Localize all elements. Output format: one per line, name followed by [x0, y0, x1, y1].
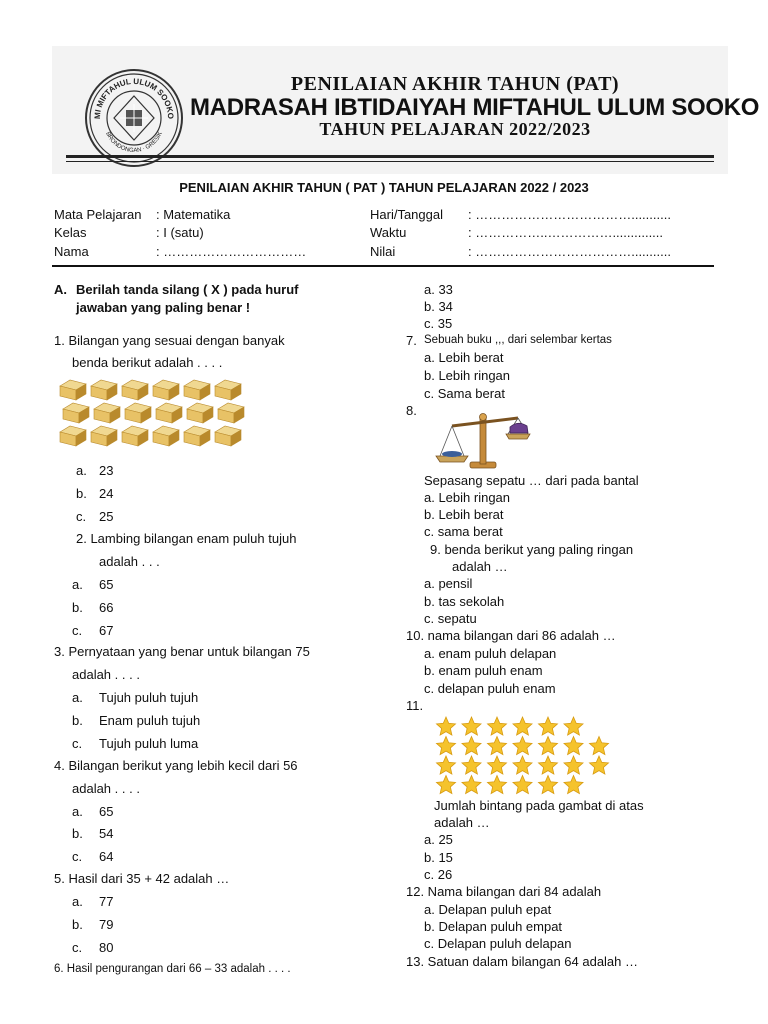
q4-opt-a[interactable]: 65 [99, 804, 114, 819]
q3-opt-b-letter[interactable]: b. [72, 713, 83, 728]
star-icon [590, 756, 609, 774]
cube-icon [94, 403, 120, 423]
q5-opt-c[interactable]: 80 [99, 940, 114, 955]
cube-icon [60, 426, 86, 446]
star-icon [513, 776, 532, 794]
star-icon [437, 717, 456, 735]
cube-icon [184, 380, 210, 400]
star-icon [539, 717, 558, 735]
q1-opt-a-letter[interactable]: a. [76, 463, 87, 478]
date-label: Hari/Tanggal [370, 207, 443, 222]
star-icon [488, 756, 507, 774]
q2-opt-a[interactable]: 65 [99, 577, 114, 592]
question-7-number: 7. [406, 333, 417, 348]
star-icon [539, 776, 558, 794]
q6-opt-b[interactable]: b. 34 [424, 299, 453, 314]
section-instruction-2: jawaban yang paling benar ! [76, 300, 251, 315]
cubes-illustration [56, 378, 256, 452]
subject-label: Mata Pelajaran [54, 207, 142, 222]
q3-opt-b[interactable]: Enam puluh tujuh [99, 713, 201, 728]
question-7: Sebuah buku ,,, dari selembar kertas [424, 334, 612, 346]
name-label: Nama [54, 244, 89, 259]
cube-icon [125, 403, 151, 423]
header-rule-thin [66, 161, 714, 162]
star-icon [488, 776, 507, 794]
q5-opt-c-letter[interactable]: c. [72, 940, 83, 955]
svg-text:BRONDONGAN · GRESIK: BRONDONGAN · GRESIK [104, 131, 164, 155]
q7-opt-b[interactable]: b. Lebih ringan [424, 368, 511, 383]
q9-opt-c[interactable]: c. sepatu [424, 611, 477, 626]
star-icon [513, 717, 532, 735]
star-icon [488, 737, 507, 755]
star-icon [488, 717, 507, 735]
star-icon [462, 737, 481, 755]
star-icon [539, 737, 558, 755]
date-field[interactable]: : ………………………………........... [468, 207, 671, 222]
score-field[interactable]: : ………………………………........... [468, 244, 671, 259]
q3-opt-a[interactable]: Tujuh puluh tujuh [99, 690, 199, 705]
star-icon [564, 717, 583, 735]
q4-opt-c-letter[interactable]: c. [72, 849, 83, 864]
q12-opt-c[interactable]: c. Delapan puluh delapan [424, 936, 572, 951]
question-1-cont: benda berikut adalah . . . . [72, 355, 223, 370]
cube-icon [215, 380, 241, 400]
cube-icon [91, 426, 117, 446]
q1-opt-b-letter[interactable]: b. [76, 486, 87, 501]
star-icon [437, 776, 456, 794]
school-seal-icon [84, 68, 184, 168]
q9-opt-a[interactable]: a. pensil [424, 576, 473, 591]
q6-opt-a[interactable]: a. 33 [424, 282, 453, 297]
time-field[interactable]: : ……………..…………….............. [468, 225, 664, 240]
q11-opt-a[interactable]: a. 25 [424, 832, 453, 847]
cube-icon [215, 426, 241, 446]
q2-opt-b[interactable]: 66 [99, 600, 114, 615]
score-label: Nilai [370, 244, 396, 259]
q8-opt-b[interactable]: b. Lebih berat [424, 507, 504, 522]
question-5: 5. Hasil dari 35 + 42 adalah … [54, 871, 230, 886]
star-icon [437, 737, 456, 755]
q1-opt-c[interactable]: 25 [99, 509, 114, 524]
question-2: 2. Lambing bilangan enam puluh tujuh [76, 531, 297, 546]
star-icon [564, 776, 583, 794]
q9-opt-b[interactable]: b. tas sekolah [424, 594, 505, 609]
time-label: Waktu [370, 225, 407, 240]
cube-icon [91, 380, 117, 400]
star-icon [590, 737, 609, 755]
q5-opt-b[interactable]: 79 [99, 917, 114, 932]
question-4-cont: adalah . . . . [72, 781, 140, 796]
q5-opt-a[interactable]: 77 [99, 894, 114, 909]
question-8-number: 8. [406, 403, 417, 418]
question-9-cont: adalah … [452, 559, 508, 574]
header-rule [66, 155, 714, 158]
cube-icon [63, 403, 89, 423]
question-2-cont: adalah . . . [99, 554, 160, 569]
q2-opt-b-letter[interactable]: b. [72, 600, 83, 615]
q4-opt-c[interactable]: 64 [99, 849, 114, 864]
star-icon [564, 737, 583, 755]
stars-illustration [432, 716, 622, 798]
cube-icon [187, 403, 213, 423]
q5-opt-a-letter[interactable]: a. [72, 894, 83, 909]
cube-icon [184, 426, 210, 446]
name-field[interactable]: : …………………………… [156, 244, 307, 259]
balance-scale-icon [432, 408, 532, 470]
question-11-number: 11. [406, 698, 424, 713]
q7-opt-c[interactable]: c. Sama berat [424, 386, 505, 401]
svg-text:MI MIFTAHUL ULUM SOOKO: MI MIFTAHUL ULUM SOOKO [92, 76, 176, 120]
q2-opt-a-letter[interactable]: a. [72, 577, 83, 592]
star-icon [539, 756, 558, 774]
question-10: 10. nama bilangan dari 86 adalah … [406, 628, 616, 643]
q6-opt-c[interactable]: c. 35 [424, 316, 453, 331]
question-11-cont: adalah … [434, 815, 490, 830]
q1-opt-c-letter[interactable]: c. [76, 509, 87, 524]
cube-icon [153, 426, 179, 446]
question-3-cont: adalah . . . . [72, 667, 140, 682]
cube-icon [153, 380, 179, 400]
question-9: 9. benda berikut yang paling ringan [430, 542, 634, 557]
q12-opt-b[interactable]: b. Delapan puluh empat [424, 919, 563, 934]
q4-opt-a-letter[interactable]: a. [72, 804, 83, 819]
star-icon [513, 756, 532, 774]
star-icon [462, 717, 481, 735]
section-instruction-1: Berilah tanda silang ( X ) pada huruf [76, 282, 299, 297]
star-icon [437, 756, 456, 774]
subject-value: : Matematika [156, 207, 231, 222]
q11-opt-c[interactable]: c. 26 [424, 867, 453, 882]
question-8: Sepasang sepatu … dari pada bantal [424, 473, 639, 488]
question-12: 12. Nama bilangan dari 84 adalah [406, 884, 602, 899]
question-6: 6. Hasil pengurangan dari 66 – 33 adalah . . . . [54, 963, 291, 975]
star-icon [564, 756, 583, 774]
question-3: 3. Pernyataan yang benar untuk bilangan 75 [54, 644, 310, 659]
q8-opt-c[interactable]: c. sama berat [424, 524, 503, 539]
page-title: PENILAIAN AKHIR TAHUN ( PAT ) TAHUN PELAJARAN 2022 / 2023 [179, 180, 589, 195]
question-11: Jumlah bintang pada gambat di atas [434, 798, 644, 813]
class-label: Kelas [54, 225, 87, 240]
q10-opt-a[interactable]: a. enam puluh delapan [424, 646, 557, 661]
star-icon [513, 737, 532, 755]
cube-icon [122, 426, 148, 446]
q10-opt-b[interactable]: b. enam puluh enam [424, 663, 543, 678]
cube-icon [60, 380, 86, 400]
cube-icon [122, 380, 148, 400]
cube-icon [156, 403, 182, 423]
header-line-1: PENILAIAN AKHIR TAHUN (PAT) [290, 73, 620, 95]
section-letter: A. [54, 282, 67, 297]
question-13: 13. Satuan dalam bilangan 64 adalah … [406, 954, 639, 969]
q11-opt-b[interactable]: b. 15 [424, 850, 453, 865]
q7-opt-a[interactable]: a. Lebih berat [424, 350, 504, 365]
q2-opt-c-letter[interactable]: c. [72, 623, 83, 638]
header-school-name: MADRASAH IBTIDAIYAH MIFTAHUL ULUM SOOKO [190, 94, 760, 121]
q12-opt-a[interactable]: a. Delapan puluh epat [424, 902, 552, 917]
q1-opt-b[interactable]: 24 [99, 486, 114, 501]
q4-opt-b-letter[interactable]: b. [72, 826, 83, 841]
info-divider [52, 265, 714, 267]
q4-opt-b[interactable]: 54 [99, 826, 114, 841]
class-value: : I (satu) [156, 225, 204, 240]
q1-opt-a[interactable]: 23 [99, 463, 114, 478]
q10-opt-c[interactable]: c. delapan puluh enam [424, 681, 556, 696]
q3-opt-c[interactable]: Tujuh puluh luma [99, 736, 199, 751]
question-1: 1. Bilangan yang sesuai dengan banyak [54, 333, 285, 348]
q3-opt-a-letter[interactable]: a. [72, 690, 83, 705]
q3-opt-c-letter[interactable]: c. [72, 736, 83, 751]
question-4: 4. Bilangan berikut yang lebih kecil dari 56 [54, 758, 298, 773]
star-icon [462, 756, 481, 774]
star-icon [462, 776, 481, 794]
cube-icon [218, 403, 244, 423]
q2-opt-c[interactable]: 67 [99, 623, 114, 638]
q8-opt-a[interactable]: a. Lebih ringan [424, 490, 511, 505]
q5-opt-b-letter[interactable]: b. [72, 917, 83, 932]
header-year: TAHUN PELAJARAN 2022/2023 [319, 119, 591, 139]
